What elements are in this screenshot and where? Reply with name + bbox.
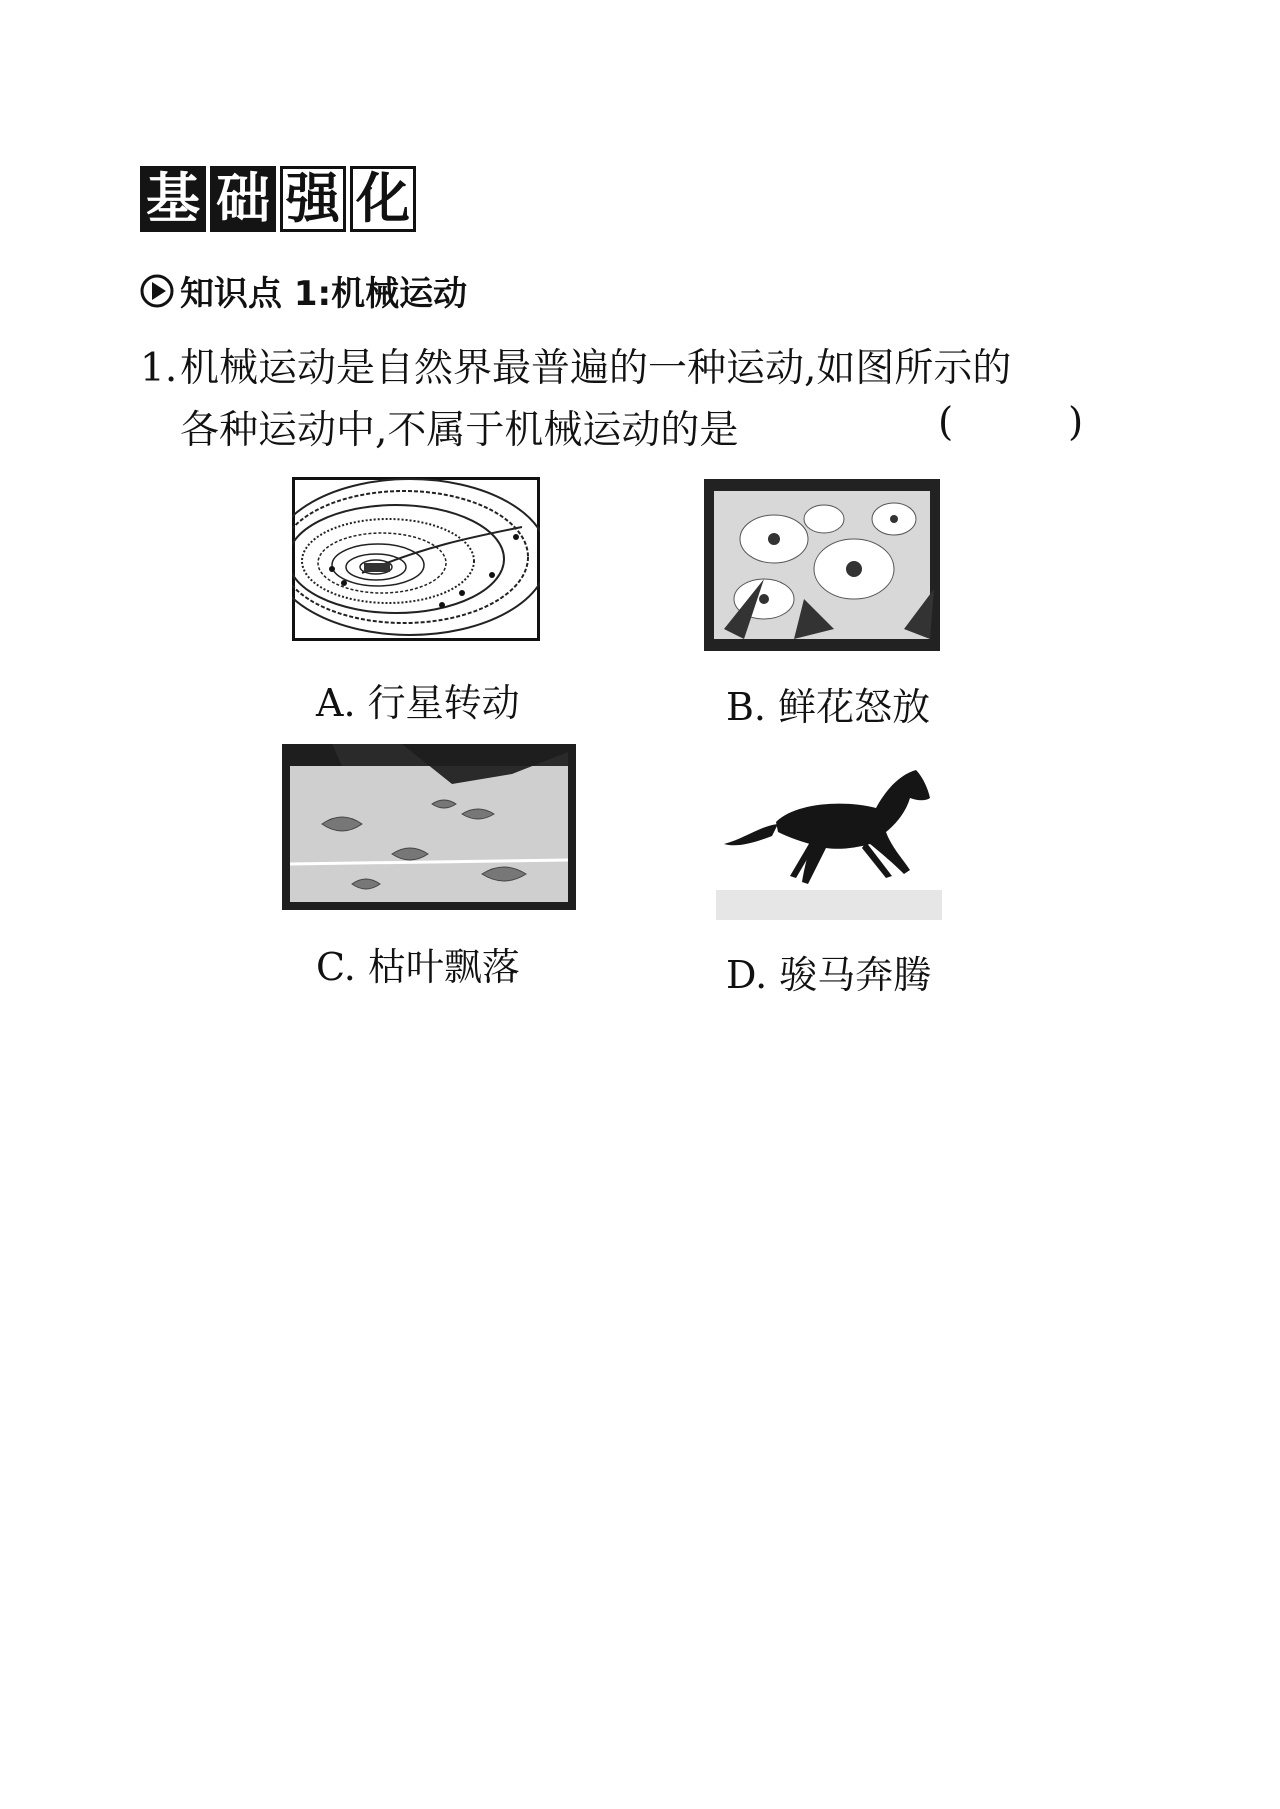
play-triangle-icon <box>140 274 174 308</box>
option-c-label: C. 枯叶飘落 <box>316 945 520 989</box>
section-title-char-2: 础 <box>210 166 276 232</box>
answer-paren-right: ) <box>1068 400 1084 445</box>
section-title-char-4: 化 <box>350 166 416 232</box>
option-d-label: D. 骏马奔腾 <box>726 953 932 997</box>
question-number: 1. <box>140 346 178 391</box>
option-b-label: B. 鲜花怒放 <box>726 685 931 729</box>
answer-paren-left: ( <box>938 400 954 445</box>
galloping-horse-image <box>716 752 942 920</box>
falling-leaves-image <box>282 744 576 910</box>
knowledge-point-label: 知识点 1:机械运动 <box>180 274 468 314</box>
section-title <box>140 166 416 232</box>
solar-system-orbits-image <box>292 477 540 641</box>
question-text-line-1: 机械运动是自然界最普遍的一种运动,如图所示的 <box>180 346 1012 391</box>
blooming-flowers-image <box>704 479 940 651</box>
knowledge-point-heading <box>140 266 467 315</box>
section-title-char-1: 基 <box>140 166 206 232</box>
question-text-line-2: 各种运动中,不属于机械运动的是 <box>180 408 739 453</box>
section-title-char-3: 强 <box>280 166 346 232</box>
option-a-label: A. 行星转动 <box>316 681 520 725</box>
